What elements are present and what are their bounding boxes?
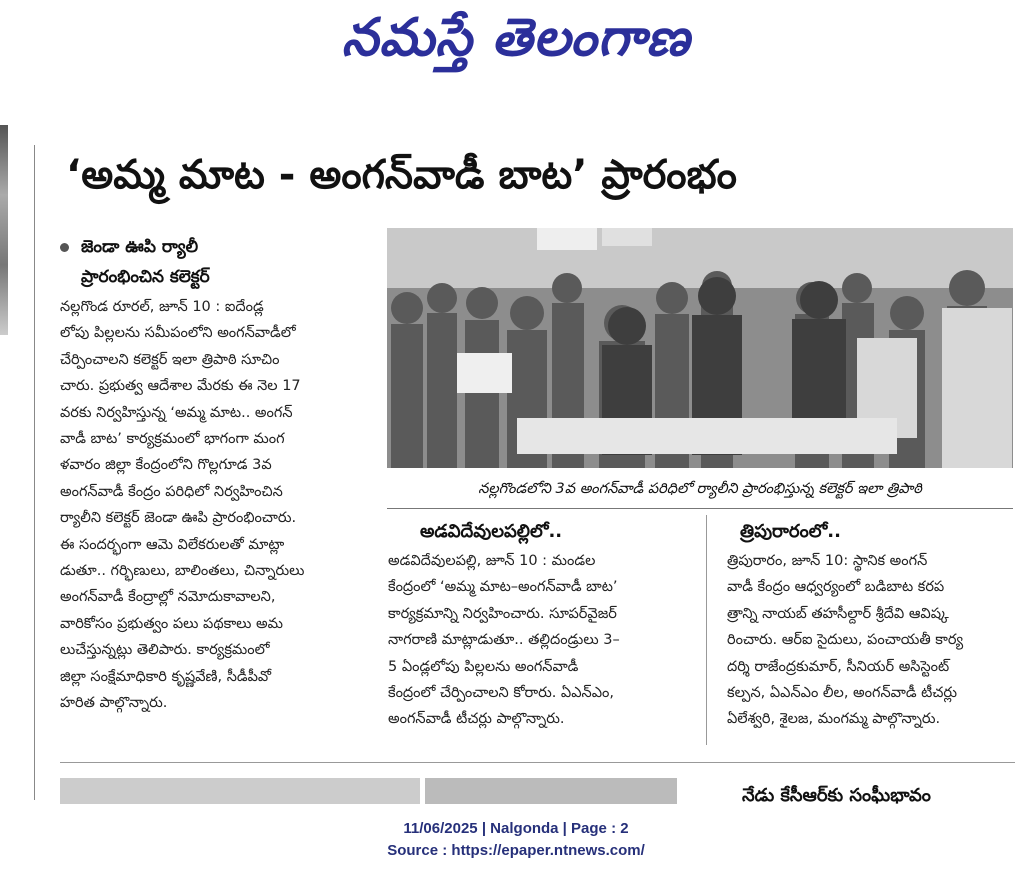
text-line: వాడీ బాట’ కార్యక్రమంలో భాగంగా మంగ (60, 431, 285, 448)
adjacent-photo-fragment (0, 125, 8, 335)
column-rule (34, 145, 35, 800)
next-story-photo-2 (425, 778, 677, 804)
footer-date-edition: 11/06/2025 | Nalgonda | Page : 2 (403, 820, 629, 837)
text-line: వాడీ కేంద్రం ఆధ్వర్యంలో బడిబాట కరప (727, 579, 945, 596)
section-heading-adavidevulapalli: అడవిదేవులపల్లిలో.. (420, 521, 563, 542)
bullet-icon (60, 243, 69, 252)
text-line: వరకు నిర్వహిస్తున్న ‘అమ్మ మాట.. అంగన్ (60, 404, 293, 421)
text-line: లోపు పిల్లలను సమీపంలోని అంగన్‌వాడీలో (60, 325, 296, 342)
column-divider (706, 515, 707, 745)
section-heading-tripuraram: త్రిపురారంలో.. (740, 521, 841, 542)
text-line: అడవిదేవులపల్లి, జూన్ 10 : మండల (388, 553, 596, 569)
page-footer (0, 818, 1032, 862)
text-line: చేర్పించాలని కలెక్టర్ ఇలా త్రిపాఠి సూచిం (60, 351, 280, 368)
article-column-2 (388, 548, 688, 733)
text-line: ఏలేశ్వరి, శైలజ, మంగమ్మ పాల్గొన్నారు. (727, 711, 941, 728)
text-line: ర్యాలీని కలెక్టర్ జెండా ఊపి ప్రారంభించారు. (60, 510, 297, 527)
text-line: లుచేస్తున్నట్లు తెలిపారు. కార్యక్రమంలో (60, 642, 270, 659)
text-line: డుతూ.. గర్భిణులు, బాలింతలు, చిన్నారులు (60, 563, 305, 580)
footer-source: Source : https://epaper.ntnews.com/ (387, 842, 645, 859)
text-line: అంగన్‌వాడీ కేంద్రం పరిధిలో నిర్వహించిన (60, 483, 283, 500)
news-photo (387, 228, 1013, 468)
text-line: వారికోసం ప్రభుత్వం పలు పథకాలు అమ (60, 615, 284, 632)
sub-deck-line-1: జెండా ఊపి ర్యాలీ (60, 232, 385, 262)
text-line: జిల్లా సంక్షేమాధికారి కృష్ణవేణి, సీడీపీవో (60, 668, 272, 685)
text-line: కేంద్రంలో ‘అమ్మ మాట–అంగన్‌వాడీ బాట’ (388, 579, 618, 596)
text-line: ళవారం జిల్లా కేంద్రంలోని గొల్లగూడ 3వ (60, 457, 272, 474)
text-line: చారు. ప్రభుత్వ ఆదేశాల మేరకు ఈ నెల 17 (60, 378, 301, 395)
photo-caption: నల్లగొండలోని 3వ అంగన్‌వాడీ పరిధిలో ర్యాలీని ప్రారంభిస్తున్న కలెక్టర్ ఇలా త్రిపాఠి (387, 470, 1013, 509)
article-column-1 (60, 294, 385, 717)
text-line: త్రిపురారం, జూన్ 10: స్థానిక అంగన్ (727, 553, 928, 569)
text-line: కల్పన, ఏఎన్ఎం లీల, అంగన్‌వాడీ టీచర్లు (727, 685, 957, 702)
sub-deck-line-2: ప్రారంభించిన కలెక్టర్ (81, 267, 210, 287)
page-headline: ‘అమ్మ మాట - అంగన్‌వాడీ బాట’ ప్రారంభం (66, 152, 737, 198)
text-line: 5 ఏండ్లలోపు పిల్లలను అంగన్‌వాడీ (388, 658, 579, 675)
section-separator (60, 762, 1015, 763)
next-story-headline: నేడు కేసీఆర్‌కు సంఘీభావం (742, 785, 931, 804)
text-line: హరిత పాల్గొన్నారు. (60, 695, 168, 712)
article-column-3 (727, 548, 1017, 733)
sub-deck (60, 232, 385, 292)
text-line: నల్లగొండ రూరల్, జూన్ 10 : ఐదేండ్ల (60, 299, 264, 315)
text-line: ఈ సందర్భంగా ఆమె విలేకరులతో మాట్లా (60, 536, 285, 553)
text-line: త్రాన్ని నాయబ్ తహసీల్దార్ శ్రీదేవి ఆవిష్క (727, 605, 949, 622)
text-line: దర్శి రాజేంద్రకుమార్, సీనియర్ అసిస్టెంట్ (727, 658, 950, 675)
text-line: కేంద్రంలో చేర్పించాలని కోరారు. ఏఎన్ఎం, (388, 685, 615, 702)
masthead-logo: నమస్తే తెలంగాణ (341, 7, 691, 68)
news-photo-illustration (387, 228, 1013, 468)
text-line: అంగన్‌వాడీ టీచర్లు పాల్గొన్నారు. (388, 711, 565, 728)
text-line: రించారు. ఆర్ఐ సైదులు, పంచాయతీ కార్య (727, 632, 964, 649)
text-line: నాగరాణి మాట్లాడుతూ.. తల్లిదండ్రులు 3– (388, 632, 620, 649)
text-line: అంగన్‌వాడీ కేంద్రాల్లో నమోదుకావాలని, (60, 589, 276, 606)
text-line: కార్యక్రమాన్ని నిర్వహించారు. సూపర్‌వైజర్ (388, 605, 617, 622)
next-story-photo (60, 778, 420, 804)
